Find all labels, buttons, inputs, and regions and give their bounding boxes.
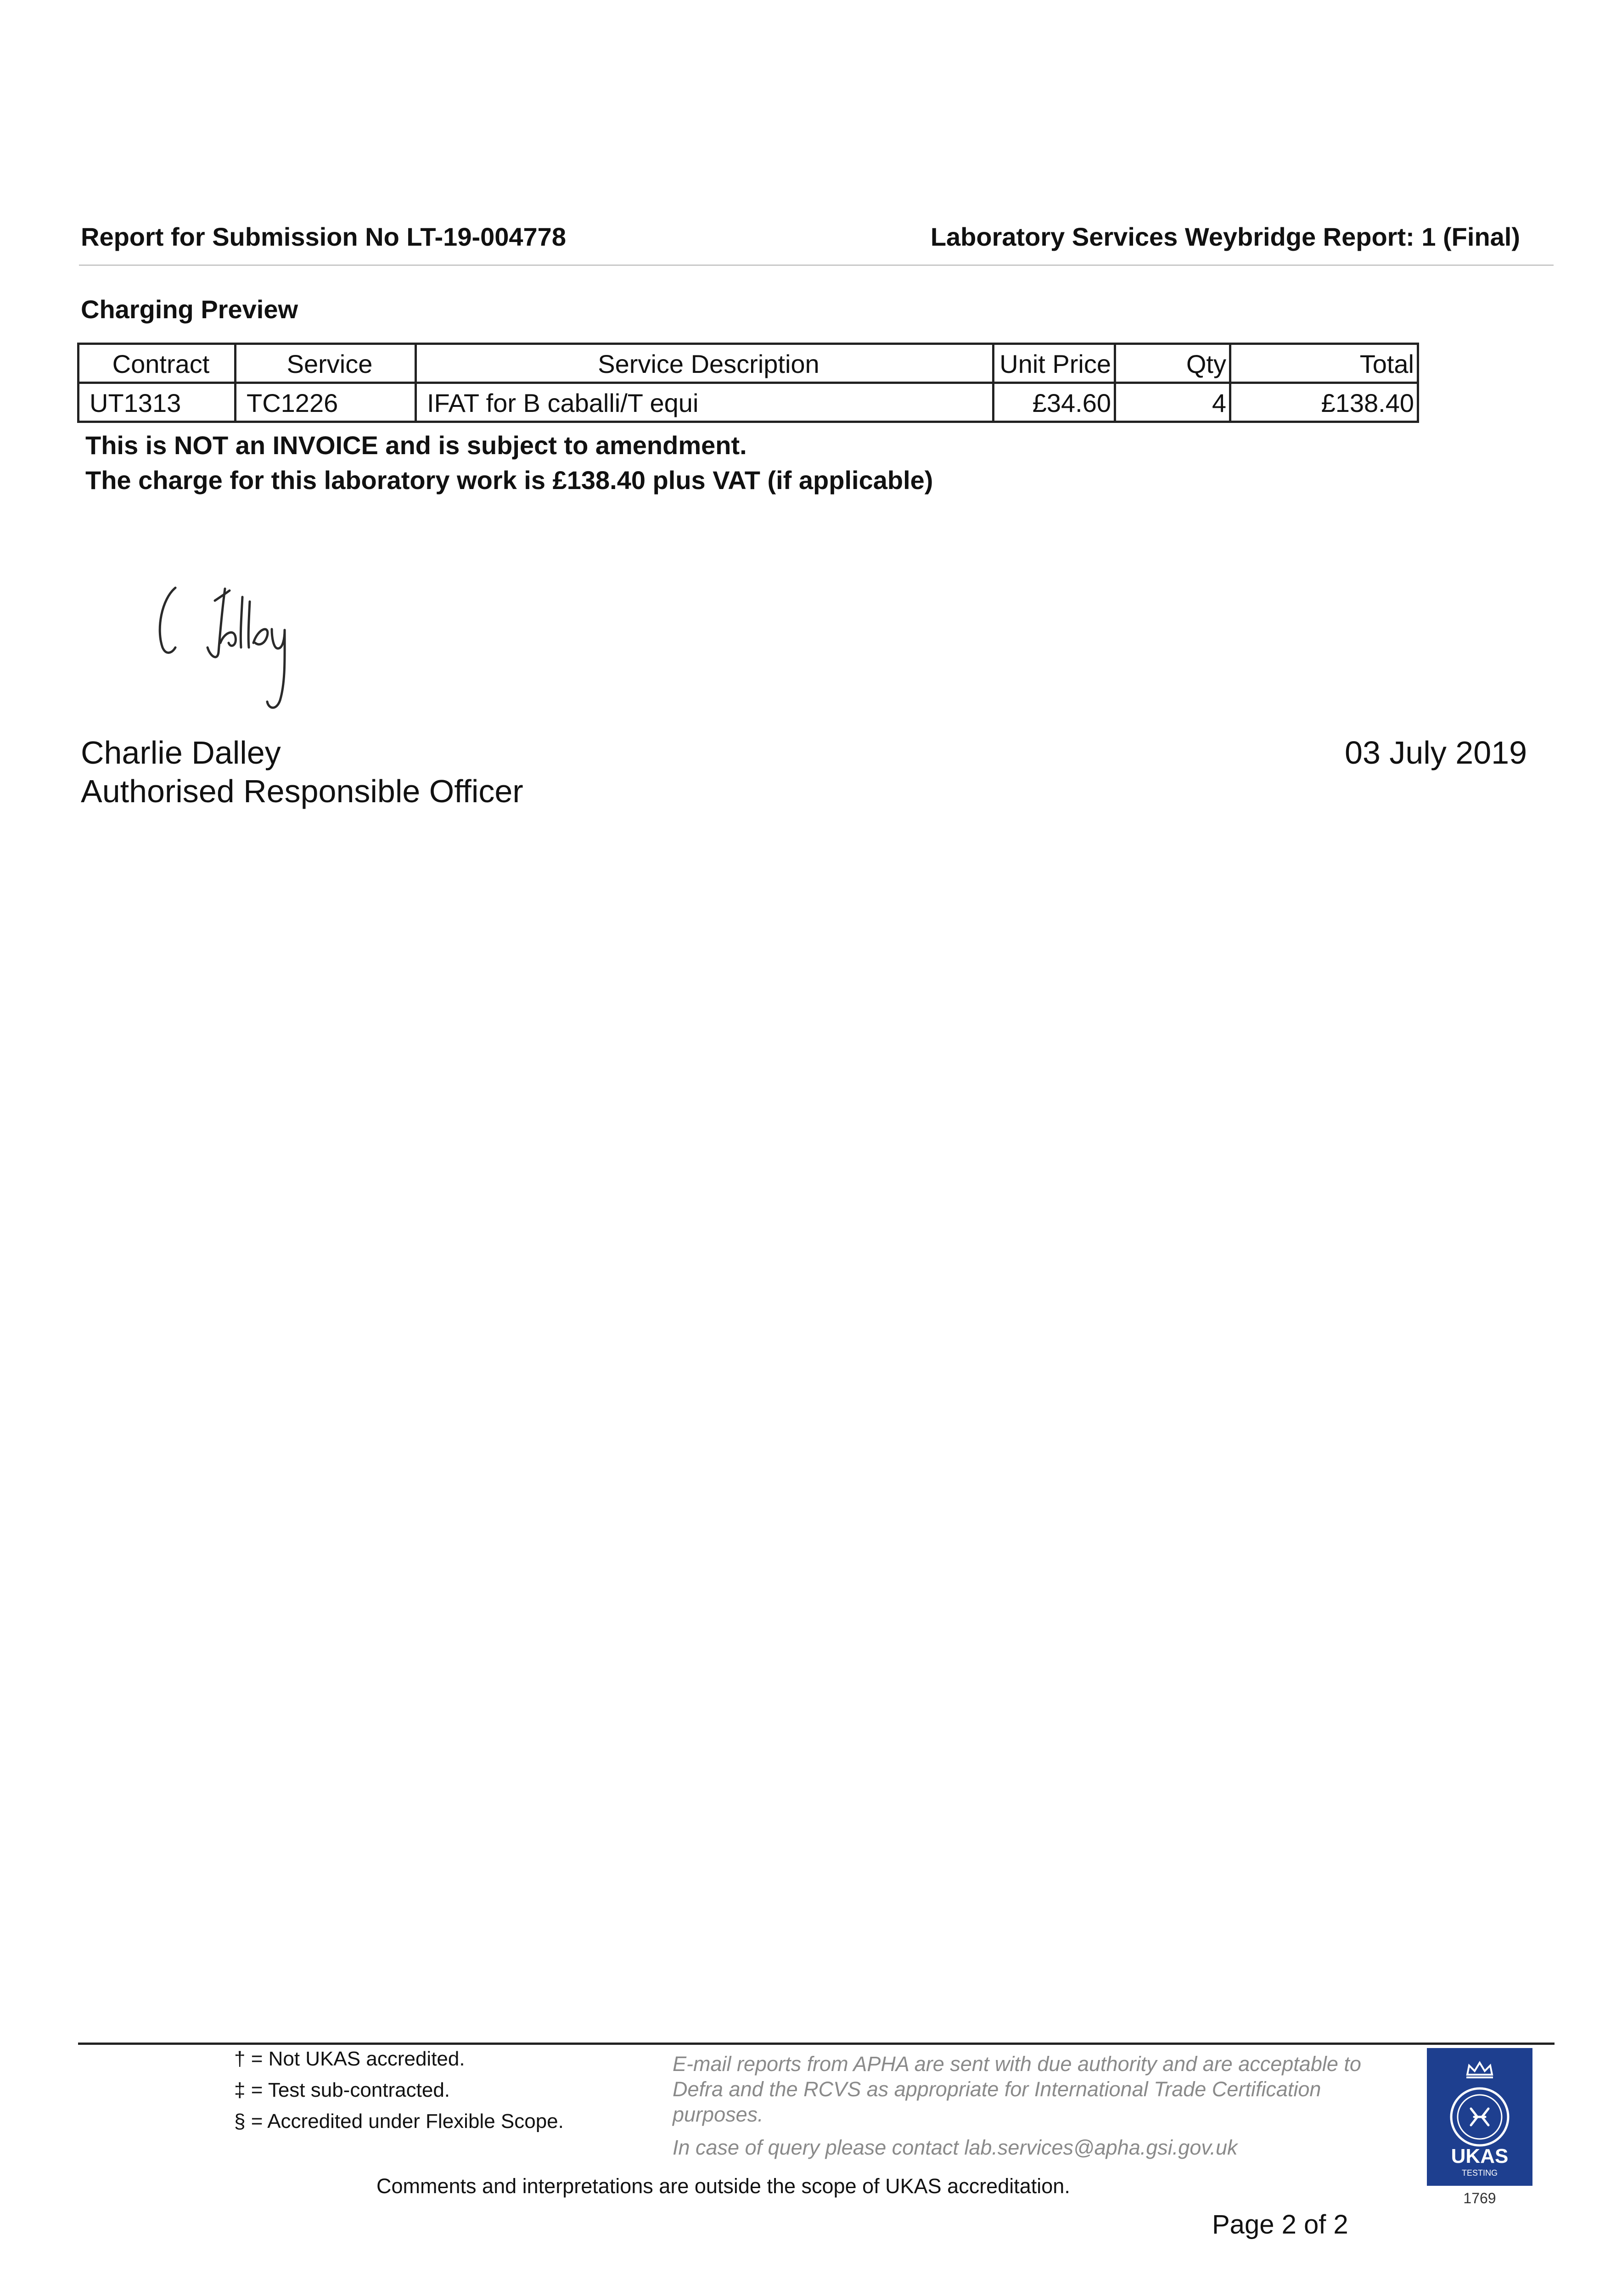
column-header-qty: Qty [1115,344,1230,383]
officer-role: Authorised Responsible Officer [81,773,523,809]
not-invoice-notice: This is NOT an INVOICE and is subject to amendment. [85,431,747,460]
table-row [79,383,1418,422]
cell-service: TC1226 [236,383,416,422]
table-header-row [79,344,1418,383]
cell-qty: 4 [1115,383,1230,422]
ukas-logo-text: UKAS [1451,2145,1509,2167]
footer-divider [78,2043,1555,2045]
report-lab-title: Laboratory Services Weybridge Report: 1 (Final) [930,222,1520,251]
cell-service-description: IFAT for B caballi/T equi [416,383,993,422]
cell-contract: UT1313 [79,383,236,422]
header-divider [79,264,1554,266]
charging-table [77,343,1419,423]
ukas-scope-note: Comments and interpretations are outside the scope of UKAS accreditation. [376,2174,1070,2198]
column-header-unit-price: Unit Price [993,344,1115,383]
legend-flexible-scope: § = Accredited under Flexible Scope. [234,2110,564,2133]
column-header-contract: Contract [79,344,236,383]
email-disclaimer: E-mail reports from APHA are sent with due authority and are acceptable to Defra and the RCVS as appropriate for International Trade Certification purposes. [673,2052,1361,2126]
column-header-service: Service [236,344,416,383]
contact-note: In case of query please contact lab.services@apha.gsi.gov.uk [673,2136,1238,2159]
cell-total: £138.40 [1230,383,1418,422]
legend-sub-contracted: ‡ = Test sub-contracted. [234,2079,450,2101]
cell-unit-price: £34.60 [993,383,1115,422]
ukas-logo-number: 1769 [1463,2190,1496,2206]
charge-summary: The charge for this laboratory work is £138.40 plus VAT (if applicable) [85,466,933,495]
charging-preview-heading: Charging Preview [81,295,298,324]
officer-name: Charlie Dalley [81,735,281,771]
column-header-total: Total [1230,344,1418,383]
page-number: Page 2 of 2 [1212,2210,1348,2240]
ukas-logo-icon [1427,2048,1532,2209]
report-date: 03 July 2019 [1345,735,1527,771]
ukas-logo-subtext: TESTING [1461,2168,1498,2178]
legend-not-accredited: † = Not UKAS accredited. [234,2048,465,2070]
handwritten-signature [152,579,326,716]
report-submission-title: Report for Submission No LT-19-004778 [81,222,566,251]
column-header-service-description: Service Description [416,344,993,383]
